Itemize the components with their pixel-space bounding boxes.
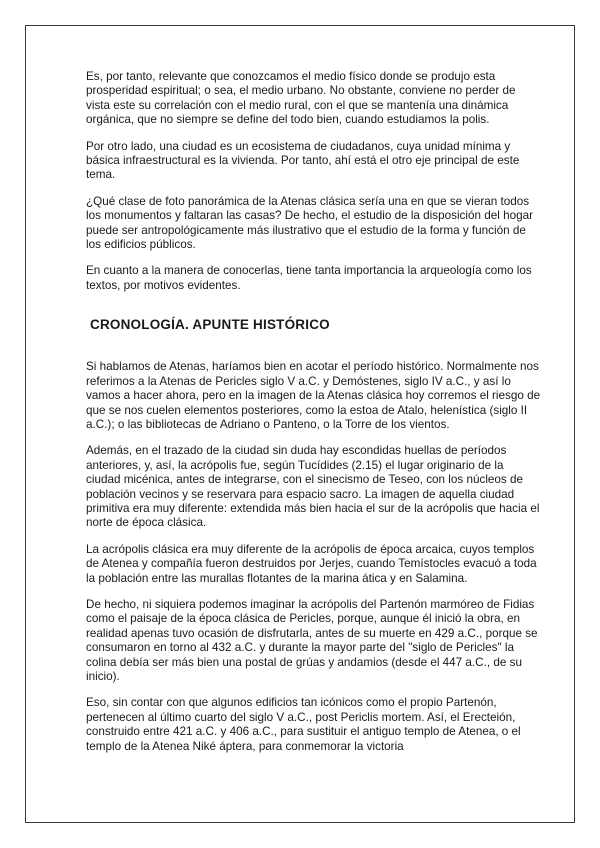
- paragraph: En cuanto a la manera de conocerlas, tiene tanta importancia la arqueología como los textos, por motivos evidentes.: [86, 264, 532, 292]
- section-heading: CRONOLOGÍA. APUNTE HISTÓRICO: [90, 317, 330, 333]
- paragraph: ¿Qué clase de foto panorámica de la Atenas clásica sería una en que se vieran todos los monumentos y faltaran las casas? De hecho, el estudio de la disposición del hogar puede ser antropológicamente más ilustrativo que el estudio de la forma y función de los edificios públicos.: [86, 194, 533, 252]
- paragraph: Por otro lado, una ciudad es un ecosistema de ciudadanos, cuya unidad mínima y básica infraestructural es la vivienda. Por tanto, ahí está el otro eje principal de este tema.: [86, 139, 520, 182]
- document-page: [25, 25, 575, 823]
- paragraph: Si hablamos de Atenas, haríamos bien en acotar el período histórico. Normalmente nos referimos a la Atenas de Pericles siglo V a.C. y Demóstenes, siglo IV a.C., y así lo vamos a hacer ahora, pero en la imagen de la Atenas clásica hoy corremos el riesgo de que se nos cuelen elementos posteriores, como la estoa de Atalo, helenística (siglo II a.C.); o las bibliotecas de Adriano o Panteno, o la Torre de los vientos.: [86, 360, 541, 431]
- paragraph: Además, en el trazado de la ciudad sin duda hay escondidas huellas de períodos anteriores, y, así, la acrópolis fue, según Tucídides (2.15) el lugar originario de la ciudad micénica, antes de integrarse, con el sinecismo de Teseo, con los núcleos de población vecinos y se reservara para espacio sacro. La imagen de aquella ciudad primitiva era muy diferente: extendida más bien hacia el sur de la acrópolis que hacia el norte de época clásica.: [86, 444, 540, 530]
- paragraph: De hecho, ni siquiera podemos imaginar la acrópolis del Partenón marmóreo de Fidias como el paisaje de la época clásica de Pericles, porque, aunque él inició la obra, en realidad apenas tuvo ocasión de disfrutarla, antes de su muerte en 429 a.C., porque se consumaron en torno al 432 a.C. y durante la mayor parte del "siglo de Pericles" la colina debía ser más bien una postal de grúas y andamios (desde el 447 a.C., de su inicio).: [86, 597, 538, 683]
- page-content: [86, 70, 541, 766]
- paragraph: La acrópolis clásica era muy diferente de la acrópolis de época arcaica, cuyos templos de Atenea y compañía fueron destruidos por Jerjes, cuando Temístocles evacuó a toda la población entre las murallas flotantes de la marina ática y en Salamina.: [86, 542, 537, 585]
- paragraph: Es, por tanto, relevante que conozcamos el medio físico donde se produjo esta prosperidad espiritual; o sea, el medio urbano. No obstante, conviene no perder de vista este su correlación con el medio rural, con el que se mantenía una dinámica orgánica, que no siempre se define del todo bien, cuando estudiamos la polis.: [86, 70, 516, 127]
- paragraph: Eso, sin contar con que algunos edificios tan icónicos como el propio Partenón, pertenecen al último cuarto del siglo V a.C., post Periclis mortem. Así, el Erecteión, construido entre 421 a.C. y 406 a.C., para sustituir el antiguo templo de Atenea, o el templo de la Atenea Niké áptera, para conmemorar la victoria: [86, 696, 521, 753]
